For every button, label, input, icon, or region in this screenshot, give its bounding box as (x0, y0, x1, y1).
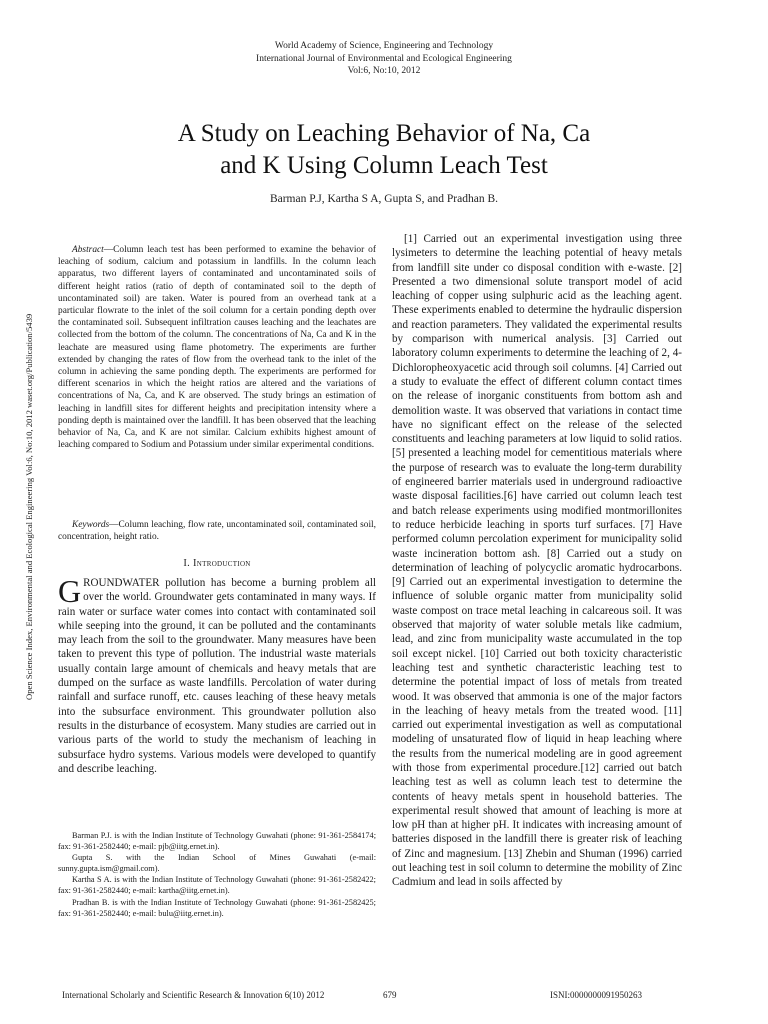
footnote: Pradhan B. is with the Indian Institute of Technology Guwahati (phone: 91-361-2582425; fax: 91-361-2582440; e-mail: bulu@iitg.ernet.in). (58, 897, 376, 918)
journal-header (0, 40, 768, 78)
title-line-2: and K Using Column Leach Test (220, 152, 548, 179)
footer-isni: ISNI:0000000091950263 (550, 990, 642, 1000)
section-title: Introduction (193, 558, 251, 569)
paper-title (60, 118, 708, 182)
keywords-label: Keywords (72, 520, 110, 530)
dropcap: G (58, 573, 82, 609)
section-number: I. (183, 558, 191, 569)
footnote: Gupta S. with the Indian School of Mines Guwahati (e-mail: sunny.gupta.ism@gmail.com). (58, 853, 376, 874)
section-heading (58, 558, 376, 569)
title-line-1: A Study on Leaching Behavior of Na, Ca (177, 120, 591, 147)
sidebar-citation: Open Science Index, Environmental and Ecological Engineering Vol:6, No:10, 2012 waset.org/Publication/5439 (24, 313, 34, 700)
footer-source: International Scholarly and Scientific Research & Innovation 6(10) 2012 (62, 990, 325, 1000)
header-line-2: International Journal of Environmental and Ecological Engineering (256, 53, 512, 64)
abstract (58, 244, 376, 451)
page-number: 679 (383, 990, 397, 1000)
right-column-body (392, 232, 682, 890)
authors: Barman P.J, Kartha S A, Gupta S, and Pradhan B. (269, 193, 499, 205)
header-line-1: World Academy of Science, Engineering and Technology (274, 41, 494, 51)
right-column-text: [1] Carried out an experimental investigation using three lysimeters to determine the leaching potential of heavy metals from landfill site under co disposal condition with e-waste. [2] Presented a two dimensional solute transport model of acid leaching of copper using sulphuric acid as the leaching agent. These experiments enabled to determine the hydraulic dispersion and reaction parameters. They validated the experimental results by comparison with numerical analysis. [3] Carried out laboratory column experiments to determine the leaching of 2, 4-Dichloropheoxyacetic acid through soil columns. [4] Carried out a study to evaluate the effect of different column contact times on the release of inorganic constituents from bottom ash and demolition waste. It was observed that variations in contact time have no significant effect on the release of the selected constituents and leaching parameters at low liquid to solid ratios. [5] presented a leaching model for cementitious materials where the purpose of research was to evaluate the long-term durability of engineered barrier materials used in underground radioactive waste disposal facilities.[6] have carried out column leach test and batch release experiments using modified montmorillonites to reduce herbicide leaching in sports turf surfaces. [7] Have performed column percolation experiment for municipality solid waste incineration bottom ash. [8] Carried out a study on determination of leaching of polycyclic aromatic hydrocarbons. [9] Carried out an experimental investigation to determine the influence of soluble organic matter from municipality solid waste compost on trace metal leaching in calcareous soil. It was observed that majority of water soluble metals like cadmium, lead, and zinc from municipality waste accumulated in the top soil except nickel. [10] Carried out both toxicity characteristic leaching test and synthetic characteristic leaching test to determine the potential impact of loss of metals from treated wood. It was observed that ammonia is one of the major factors in the leaching of heavy metals from the treated wood. [11] carried out experimental investigation as well as computational modeling of unsaturated flow of liquid in heap leaching where the results from the numerical modeling are in good agreement with those from experimental procedure.[12] carried out batch leaching test as well as column leach test to determine the contents of heavy metals spent in household batteries. The experimental result showed that amount of leaching is more at low pH than at higher pH. It indicates with increasing amount of batteries disposed in the landfill there is greater risk of leaching of Zinc and magnesium. [13] Zhebin and Shuman (1996) carried out leaching test in soil column to determine the mobility of Zinc Cadmium and lead in soils affected by (392, 233, 682, 889)
footnote: Barman P.J. is with the Indian Institute of Technology Guwahati (phone: 91-361-2584174; fax: 91-361-2582440; e-mail: pjb@iitg.ernet.in). (58, 831, 376, 852)
keywords-text: —Column leaching, flow rate, uncontaminated soil, contaminated soil, concentration, height ratio. (58, 520, 376, 543)
keywords (58, 519, 376, 543)
header-line-3: Vol:6, No:10, 2012 (347, 66, 421, 76)
footnotes (58, 830, 376, 919)
abstract-text: —Column leach test has been performed to examine the behavior of leaching of sodium, calcium and potassium in landfills. In the column leach apparatus, two different layers of contaminated and uncontaminated soils of different height ratios (ratio of depth of contaminated soil to the depth of uncontaminated soil) are taken. Water is poured from an overhead tank at a particular flowrate to the inlet of the soil column for a certain ponding depth over the contaminated soil. Subsequent infiltration causes leaching and the leachates are collected from the bottom of the column. The concentrations of Na, Ca and K in the leachate are measured using flame photometry. The experiments are further extended by changing the rates of flow from the overhead tank to the inlet of the column in achieving the same ponding depth. The experiments are performed for different scenarios in which the height ratios are altered and the variations of concentrations of Na, Ca, and K are observed. The study brings an estimation of leaching in landfill sites for different heights and precipitation intensity where a ponding depth is maintained over the landfill. It has been observed that the leaching behavior of Na, Ca, and K are not similar. Calcium exhibits highest amount of leaching compared to Sodium and Potassium under similar experimental conditions. (58, 245, 376, 451)
abstract-label: Abstract (72, 245, 104, 255)
intro-text: ROUNDWATER pollution has become a burning problem all over the world. Groundwater gets contaminated in many ways. If rain water or surface water comes into contact with contaminated soil while seeping into the ground, it can be polluted and the contaminants may leach from the soil to the groundwater. Many measures have been taken to prevent this type of pollution. The industrial waste materials usually contain large amount of chemicals and heavy metals that are dumped on the surface as waste landfills. Percolation of water during rainfall and surface runoff, etc. causes leaching of these heavy metals into the subsurface environment. This groundwater pollution also results in the disturbance of ecosystem. Many studies are carried out in various parts of the world to study the mechanism of leaching in subsurface hydro systems. Various models were developed to quantify and describe leaching. (58, 577, 376, 775)
footnote: Kartha S A. is with the Indian Institute of Technology Guwahati (phone: 91-361-2582422; fax: 91-361-2582440; e-mail: kartha@iitg.ernet.in). (58, 875, 376, 896)
intro-body (58, 573, 376, 776)
